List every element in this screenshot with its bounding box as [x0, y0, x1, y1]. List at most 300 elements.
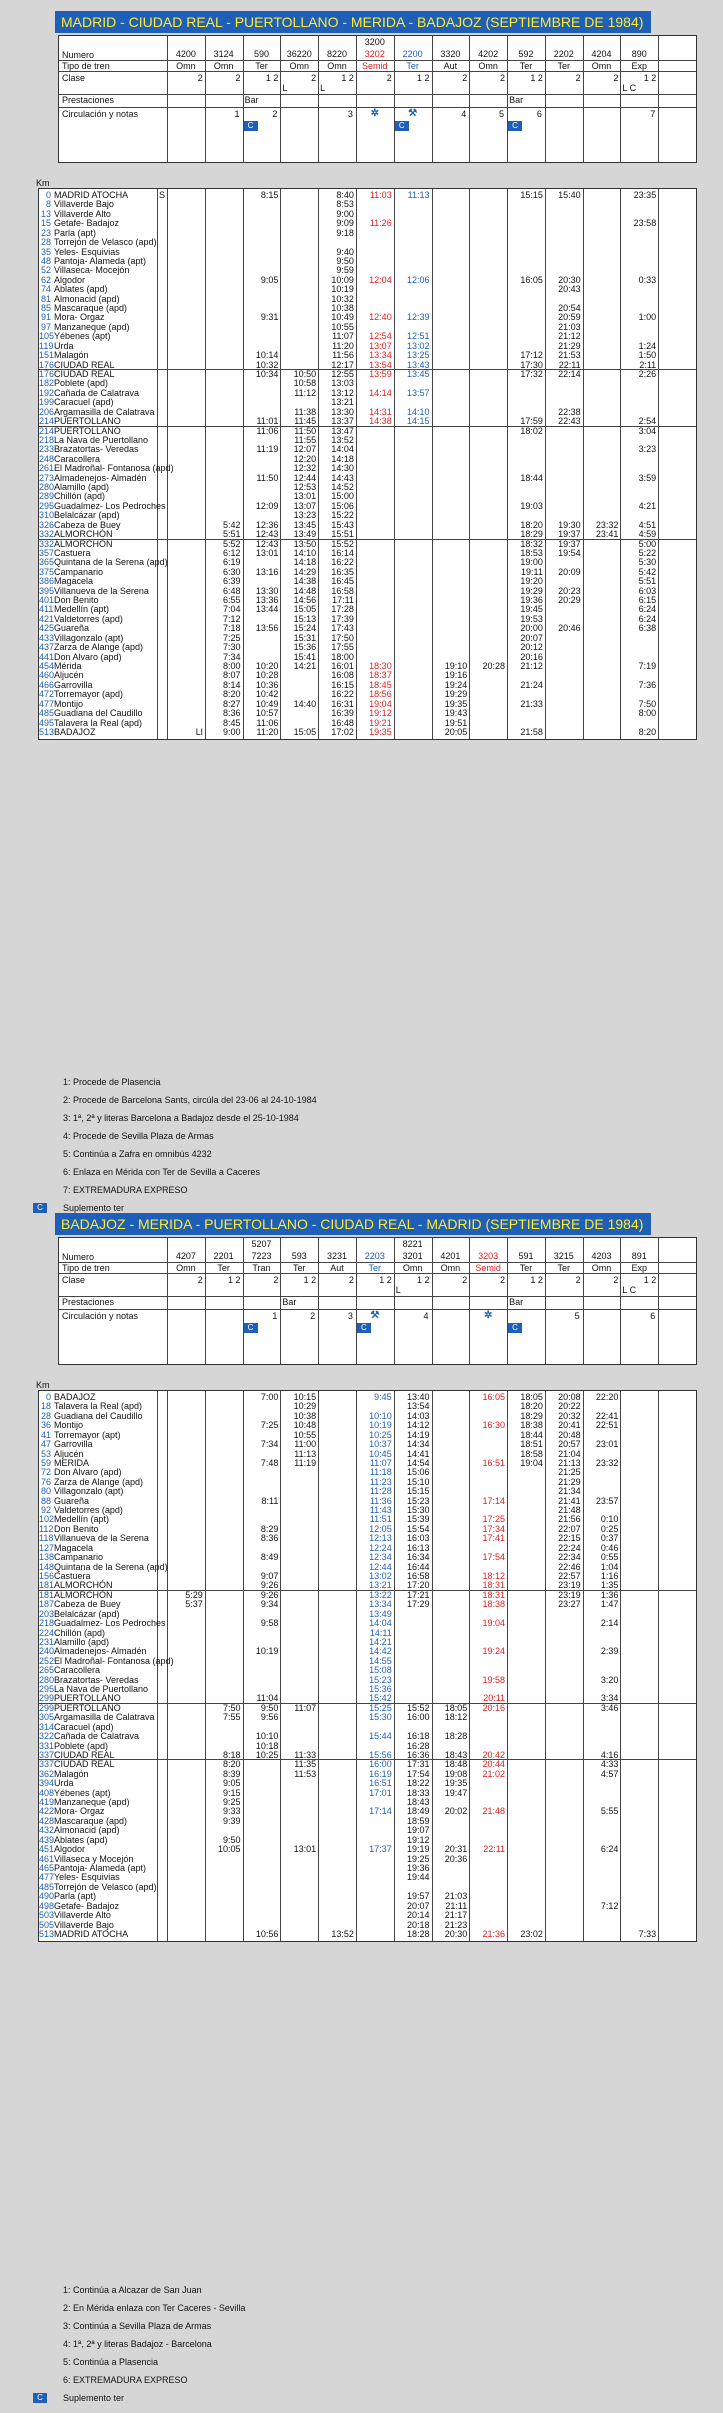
time-cell: 11:26 — [369, 218, 392, 229]
train-type: Ter — [292, 1263, 306, 1273]
body-divider — [432, 189, 433, 739]
time-cell: 13:22 — [369, 1589, 392, 1600]
time-cell: 9:05 — [260, 274, 279, 285]
supplement-c-badge: C — [244, 1323, 258, 1333]
km-value: 156 — [39, 1570, 55, 1581]
time-cell: 13:50 — [293, 538, 317, 549]
km-value: 513 — [39, 1928, 55, 1939]
header-row-divider — [59, 94, 696, 95]
station-name: Don Benito — [54, 1523, 99, 1534]
time-cell: 11:45 — [294, 416, 317, 427]
time-cell: 16:44 — [406, 1561, 430, 1572]
train-class: 1 2 — [379, 1275, 392, 1285]
time-cell: 12:44 — [369, 1561, 392, 1572]
train-class: 1 2 — [228, 1275, 241, 1285]
time-cell: 16:36 — [406, 1749, 430, 1760]
time-cell: 19:07 — [406, 1825, 430, 1836]
time-cell: 10:42 — [255, 689, 279, 700]
time-cell: 20:18 — [406, 1919, 430, 1930]
station-name: Garrovilla — [54, 1439, 93, 1450]
km-value: 425 — [39, 623, 55, 634]
km-value: 59 — [40, 1457, 51, 1468]
train-number: 593 — [291, 1251, 307, 1261]
time-cell: 10:19 — [331, 284, 354, 295]
time-cell: 1:36 — [600, 1589, 619, 1600]
station-name: PUERTOLLANO — [54, 1702, 121, 1713]
time-cell: 11:06 — [256, 425, 279, 436]
station-name: Almadenejos- Almadén — [54, 472, 147, 483]
station-name: La Nava de Puertollano — [54, 1684, 149, 1695]
time-cell: 10:20 — [255, 661, 279, 671]
time-cell: 11:13 — [294, 1448, 317, 1459]
footnote: 2: Procede de Barcelona Sants, circúla del 23-06 al 24-10-1984 — [63, 1095, 317, 1105]
train-number: 891 — [631, 1251, 647, 1261]
time-cell: 9:50 — [336, 255, 354, 266]
km-value: 490 — [39, 1891, 55, 1902]
time-cell: 8:07 — [223, 670, 241, 681]
time-cell: 16:13 — [406, 1542, 430, 1553]
time-cell: 19:16 — [444, 670, 468, 681]
time-cell: 8:18 — [223, 1749, 241, 1760]
time-cell: 20:31 — [444, 1844, 468, 1855]
time-cell: 14:10 — [293, 547, 317, 558]
timetable-badajoz-madrid — [0, 1202, 723, 2413]
time-cell: 18:37 — [369, 670, 392, 681]
station-name: Torrejón de Velasco (apd) — [54, 237, 157, 248]
station-name: Quintana de la Serena (apd) — [54, 1561, 168, 1572]
station-name: Belalcázar (apd) — [54, 510, 120, 521]
supplement-c-badge: C — [508, 121, 522, 131]
body-divider — [205, 1391, 206, 1941]
time-cell: 10:18 — [255, 1740, 279, 1751]
time-cell: 5:42 — [223, 519, 241, 530]
time-cell: 9:40 — [336, 246, 354, 257]
header-label-numero: Numero — [62, 50, 95, 60]
service-symbol-icon: ✲ — [370, 108, 379, 119]
time-cell: 10:32 — [331, 293, 354, 304]
body-divider — [469, 189, 470, 739]
header-label-tipo: Tipo de tren — [62, 61, 110, 71]
time-cell: 7:33 — [638, 1928, 657, 1939]
time-cell: 23:32 — [595, 1457, 619, 1468]
train-class-extra: L — [395, 1285, 401, 1295]
header-table — [58, 35, 697, 163]
time-cell: 17:41 — [482, 1533, 506, 1544]
time-cell: 4:57 — [600, 1768, 619, 1779]
section-title: BADAJOZ - MERIDA - PUERTOLLANO - CIUDAD REAL - MADRID (SEPTIEMBRE DE 1984) — [55, 1213, 651, 1235]
time-cell: 21:53 — [558, 350, 581, 361]
train-number: 4207 — [175, 1251, 196, 1261]
time-cell: 10:50 — [293, 368, 317, 379]
time-cell: 17:14 — [482, 1495, 506, 1506]
timetable-body — [38, 1390, 697, 1942]
footnote: 1: Procede de Plasencia — [63, 1077, 161, 1087]
time-cell: 10:56 — [255, 1928, 279, 1939]
time-cell: 20:54 — [558, 303, 581, 314]
station-name: Caracollera — [54, 1665, 101, 1676]
time-cell: 1:47 — [600, 1599, 619, 1610]
time-cell: 16:15 — [331, 679, 354, 690]
time-cell: 5:22 — [638, 547, 657, 558]
time-cell: 11:36 — [369, 1495, 392, 1506]
train-class: 2 — [197, 73, 203, 83]
time-cell: 8:20 — [223, 1759, 241, 1770]
footnote: 2: En Mérida enlaza con Ter Caceres - Sevilla — [63, 2303, 246, 2313]
time-cell: 16:00 — [369, 1759, 392, 1770]
time-cell: 22:38 — [558, 406, 581, 417]
station-name: ALMORCHÓN — [54, 538, 113, 549]
time-cell: 8:11 — [261, 1495, 279, 1506]
station-name: Aljucén — [54, 670, 84, 681]
km-value: 365 — [39, 557, 55, 568]
km-value: 305 — [39, 1712, 55, 1723]
time-cell: 11:23 — [369, 1476, 392, 1487]
station-name: Villaverde Alto — [54, 208, 111, 219]
time-cell: 12:54 — [369, 331, 392, 342]
time-cell: 22:43 — [558, 416, 581, 427]
time-cell: 5:51 — [638, 576, 657, 587]
time-cell: 20:05 — [444, 726, 468, 737]
time-cell: 10:05 — [218, 1844, 241, 1855]
time-cell: 18:33 — [406, 1787, 430, 1798]
time-cell: 0:37 — [600, 1533, 619, 1544]
time-cell: 17:11 — [332, 595, 354, 606]
time-cell: 20:30 — [558, 274, 581, 285]
time-cell: 10:09 — [331, 274, 354, 285]
station-name: Ablates (apd) — [54, 284, 108, 295]
station-name: Yeles- Esquivias — [54, 246, 120, 257]
train-services: Bar — [282, 1297, 297, 1307]
train-type: Omn — [591, 1263, 612, 1273]
km-value: 375 — [39, 566, 55, 577]
time-cell: 9:31 — [260, 312, 279, 323]
time-cell: 19:35 — [444, 1778, 468, 1789]
time-cell: 13:21 — [369, 1580, 392, 1591]
time-cell: 17:29 — [406, 1599, 430, 1610]
time-cell: 19:12 — [369, 708, 392, 719]
time-cell: 15:13 — [293, 613, 317, 624]
time-cell: 16:22 — [331, 689, 354, 700]
km-value: 289 — [39, 491, 55, 502]
time-cell: 14:11 — [369, 1627, 392, 1638]
time-cell: 6:24 — [638, 613, 657, 624]
time-cell: 14:43 — [331, 472, 354, 483]
km-value: 199 — [39, 397, 55, 408]
station-name: Manzaneque (apd) — [54, 321, 130, 332]
time-cell: 16:58 — [406, 1570, 430, 1581]
km-value: 503 — [39, 1910, 55, 1921]
time-cell: 9:33 — [223, 1806, 241, 1817]
time-cell: 0:55 — [600, 1552, 619, 1563]
station-name: CIUDAD REAL — [54, 359, 115, 370]
time-cell: 15:43 — [331, 519, 354, 530]
time-cell: 14:18 — [293, 557, 317, 568]
time-cell: 14:15 — [406, 416, 430, 427]
km-value: 182 — [39, 378, 55, 389]
time-cell: 8:29 — [260, 1523, 279, 1534]
time-cell: 17:37 — [369, 1844, 392, 1855]
time-cell: 21:29 — [558, 340, 581, 351]
time-cell: 16:58 — [331, 585, 354, 596]
km-value: 421 — [39, 613, 55, 624]
station-name: Pantoja- Alameda (apt) — [54, 1863, 147, 1873]
station-name: Montijo — [54, 1420, 84, 1431]
train-number: 890 — [631, 49, 647, 59]
station-name: Guadalmez- Los Pedroches — [54, 500, 166, 511]
time-cell: 23:58 — [633, 218, 657, 229]
km-value: 408 — [39, 1787, 55, 1798]
time-cell: 13:07 — [369, 340, 392, 351]
km-value: 176 — [39, 359, 55, 370]
train-number: 36220 — [286, 49, 312, 59]
time-cell: 15:25 — [369, 1702, 392, 1713]
time-cell: 14:14 — [369, 387, 392, 398]
time-cell: 11:19 — [256, 444, 279, 455]
body-divider — [545, 189, 546, 739]
time-cell: 8:53 — [336, 199, 354, 210]
time-cell: 15:36 — [293, 642, 317, 653]
time-cell: 7:04 — [223, 604, 241, 615]
time-cell: 21:36 — [482, 1928, 506, 1939]
time-cell: 19:29 — [520, 585, 543, 596]
time-cell: 16:14 — [331, 547, 354, 558]
time-cell: 9:05 — [223, 1778, 241, 1789]
time-cell: 10:37 — [369, 1439, 392, 1450]
time-cell: 13:03 — [331, 378, 354, 389]
train-number: 4204 — [591, 49, 612, 59]
time-cell: 9:45 — [374, 1392, 392, 1402]
km-value: 248 — [39, 453, 55, 464]
time-cell: 19:36 — [520, 595, 543, 606]
time-cell: 0:25 — [600, 1523, 619, 1534]
train-class: 2 — [500, 1275, 506, 1285]
km-value: 460 — [39, 670, 55, 681]
station-name: Mérida — [54, 661, 82, 671]
km-value: 36 — [40, 1420, 51, 1431]
time-cell: 19:21 — [369, 717, 392, 728]
time-cell: 16:22 — [331, 557, 354, 568]
time-cell: 12:51 — [406, 331, 430, 342]
time-cell: 15:30 — [369, 1712, 392, 1723]
train-class: 1 2 — [530, 73, 543, 83]
time-cell: 12:17 — [331, 359, 354, 370]
time-cell: 17:59 — [520, 416, 543, 427]
train-type: Ter — [519, 61, 533, 71]
train-number: 2203 — [364, 1251, 385, 1261]
time-cell: 14:10 — [406, 406, 430, 417]
time-cell: 14:48 — [293, 585, 317, 596]
time-cell: 15:36 — [369, 1684, 392, 1695]
time-cell: 21:23 — [444, 1919, 468, 1930]
station-name: Zarza de Alange (apd) — [54, 1476, 144, 1487]
time-cell: 21:17 — [444, 1910, 468, 1921]
train-class: 2 — [575, 73, 581, 83]
km-value: 224 — [39, 1627, 55, 1638]
time-cell: 10:28 — [255, 670, 279, 681]
time-cell: 19:20 — [520, 576, 543, 587]
time-cell: 15:23 — [406, 1495, 430, 1506]
time-cell: 16:45 — [331, 576, 354, 587]
service-symbol-icon: ⚒ — [408, 108, 418, 119]
time-cell: 17:43 — [331, 623, 354, 634]
km-value: 332 — [39, 538, 55, 549]
time-cell: 9:26 — [260, 1580, 279, 1591]
train-number: 591 — [518, 1251, 534, 1261]
train-type: Omn — [440, 1263, 461, 1273]
time-cell: 5:51 — [223, 529, 241, 540]
time-cell: 11:07 — [369, 1457, 392, 1468]
time-cell: 13:02 — [369, 1570, 392, 1581]
time-cell: 15:06 — [406, 1467, 430, 1478]
time-cell: 5:52 — [223, 538, 241, 549]
km-value: 35 — [40, 246, 51, 257]
header-label-numero: Numero — [62, 1252, 95, 1262]
time-cell: 15:15 — [406, 1486, 430, 1497]
body-divider — [620, 1391, 621, 1941]
time-cell: 3:34 — [600, 1693, 619, 1704]
time-cell: 18:43 — [444, 1749, 468, 1760]
station-name: Manzaneque (apd) — [54, 1797, 130, 1808]
time-cell: 21:13 — [558, 1457, 581, 1468]
km-value: 181 — [39, 1580, 55, 1591]
time-cell: 16:34 — [406, 1552, 430, 1563]
body-divider — [243, 189, 244, 739]
train-class: 2 — [348, 1275, 354, 1285]
body-divider — [394, 189, 395, 739]
time-cell: 20:07 — [520, 632, 543, 643]
train-type: Omn — [289, 61, 309, 71]
time-cell: 1:24 — [638, 340, 657, 351]
section-title: MADRID - CIUDAD REAL - PUERTOLLANO - MERIDA - BADAJOZ (SEPTIEMBRE DE 1984) — [55, 11, 651, 33]
train-number: 3215 — [553, 1251, 574, 1261]
time-cell: 21:24 — [520, 679, 543, 690]
time-cell: 17:21 — [406, 1589, 430, 1600]
time-cell: 19:44 — [406, 1872, 430, 1883]
time-cell: 8:20 — [638, 726, 657, 737]
time-cell: 7:34 — [260, 1439, 279, 1450]
time-cell: 19:43 — [444, 708, 468, 719]
time-cell: 4:51 — [638, 519, 657, 530]
time-cell: 12:39 — [406, 312, 430, 323]
time-cell: 13:07 — [293, 500, 317, 511]
km-value: 102 — [39, 1514, 55, 1525]
time-cell: 22:51 — [595, 1420, 619, 1431]
time-cell: 21:58 — [520, 726, 543, 737]
station-name: Torremayor (apt) — [54, 1429, 121, 1440]
time-cell: 21:29 — [558, 1476, 581, 1487]
body-divider — [318, 1391, 319, 1941]
body-divider — [620, 189, 621, 739]
time-cell: 20:02 — [444, 1806, 468, 1817]
time-cell: 19:35 — [369, 726, 392, 737]
time-cell: 7:36 — [638, 679, 657, 690]
time-cell: 9:58 — [260, 1618, 279, 1629]
time-cell: 20:46 — [558, 623, 581, 634]
time-cell: 11:18 — [369, 1467, 392, 1478]
time-cell: 0:33 — [638, 274, 657, 285]
time-cell: 22:41 — [595, 1410, 619, 1421]
time-cell: 11:50 — [294, 425, 317, 436]
time-cell: 12:20 — [293, 453, 317, 464]
train-class: 1 2 — [416, 73, 430, 83]
station-name: Talavera la Real (apd) — [54, 717, 143, 728]
time-cell: 5:30 — [638, 557, 657, 568]
time-cell: 21:12 — [558, 331, 581, 342]
supplement-legend: Suplemento ter — [63, 1203, 125, 1213]
time-cell: 10:38 — [331, 303, 354, 314]
train-type: Exp — [631, 1263, 648, 1273]
train-type: Ter — [406, 61, 419, 71]
station-name: Garrovilla — [54, 679, 93, 690]
time-cell: 16:00 — [406, 1712, 430, 1723]
km-value: 13 — [40, 208, 51, 219]
time-cell: 15:05 — [293, 726, 317, 737]
time-cell: 6:03 — [638, 585, 657, 596]
km-value: 477 — [39, 698, 55, 709]
km-value: 72 — [40, 1467, 51, 1478]
km-value: 432 — [39, 1825, 55, 1836]
time-cell: 17:12 — [520, 350, 543, 361]
time-cell: 1:50 — [638, 350, 657, 361]
time-cell: 7:12 — [223, 613, 241, 624]
time-cell: 23:57 — [595, 1495, 619, 1506]
station-name: Chillón (apd) — [54, 491, 106, 502]
train-class: 2 — [197, 1275, 203, 1285]
time-cell: 14:42 — [369, 1646, 392, 1657]
train-type: Ter — [557, 61, 570, 71]
station-name: PUERTOLLANO — [54, 416, 121, 427]
time-cell: 22:14 — [558, 368, 581, 379]
time-cell: 23:01 — [595, 1439, 619, 1450]
station-name: Villaseca- Mocejón — [54, 265, 130, 276]
time-cell: 10:58 — [293, 378, 317, 389]
time-cell: 15:08 — [369, 1665, 392, 1676]
time-cell: 21:34 — [558, 1486, 581, 1497]
station-name: CIUDAD REAL — [54, 1749, 115, 1760]
header-label-tipo: Tipo de tren — [62, 1263, 110, 1273]
train-number: 3320 — [440, 49, 461, 59]
time-cell: 13:52 — [331, 1928, 354, 1939]
time-cell: 12:06 — [406, 274, 430, 285]
station-name: Poblete (apd) — [54, 1740, 109, 1751]
km-value: 62 — [40, 274, 51, 285]
footnote: 1: Continúa a Alcazar de San Juan — [63, 2285, 202, 2295]
station-name: Cabeza de Buey — [54, 1599, 121, 1610]
time-cell: 20:12 — [520, 642, 543, 653]
time-cell: 10:55 — [293, 1429, 317, 1440]
time-cell: 11:53 — [294, 1768, 317, 1779]
station-name: Cabeza de Buey — [54, 519, 121, 530]
time-cell: 10:32 — [255, 359, 279, 370]
time-cell: 8:40 — [336, 190, 354, 200]
km-value: 322 — [39, 1731, 55, 1742]
time-cell: 20:30 — [444, 1928, 468, 1939]
train-class-extra: L — [282, 83, 288, 93]
km-value: 91 — [40, 312, 51, 323]
time-cell: 20:32 — [558, 1410, 581, 1421]
station-name: Caracuel (apd) — [54, 1721, 114, 1732]
km-label: Km — [36, 1380, 50, 1390]
train-services: Bar — [244, 95, 259, 105]
time-cell: 20:48 — [558, 1429, 581, 1440]
time-cell: 20:59 — [558, 312, 581, 323]
time-cell: 15:54 — [406, 1523, 430, 1534]
train-class: 1 2 — [643, 1275, 657, 1285]
time-cell: 18:20 — [520, 519, 543, 530]
time-cell: 17:20 — [406, 1580, 430, 1591]
station-name: Zarza de Alange (apd) — [54, 642, 144, 653]
time-cell: 18:51 — [520, 1439, 543, 1450]
